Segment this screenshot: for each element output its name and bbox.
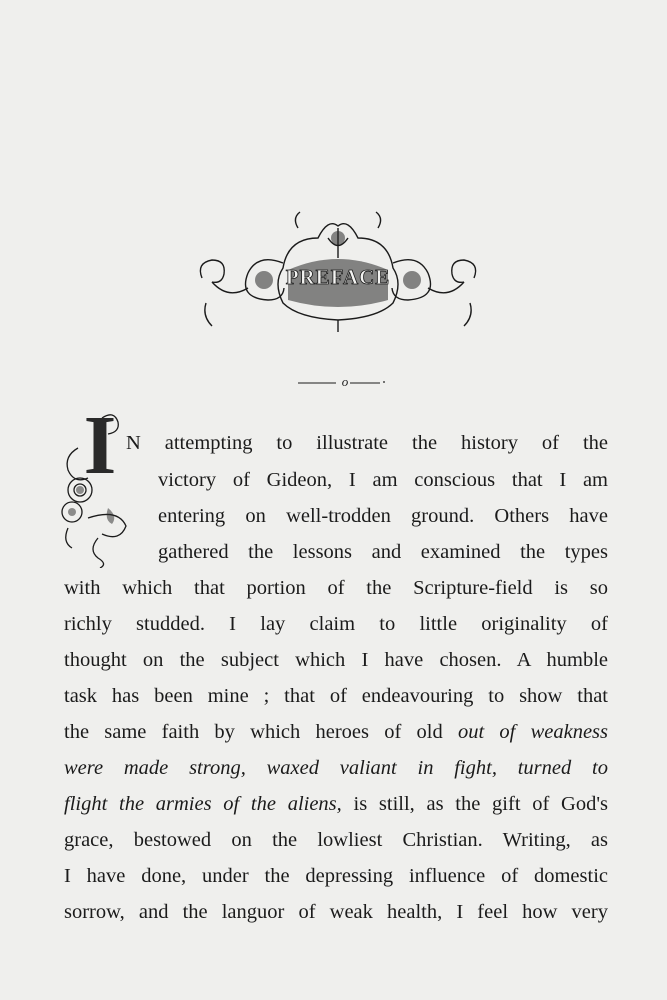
body-line: [158, 539, 608, 565]
text-segment: thought on the subject which I have chosen. A humble: [64, 649, 608, 671]
body-line: [64, 647, 608, 673]
text-segment: sorrow, and the languor of weak health, I feel how very: [64, 901, 608, 923]
divider-glyph: o: [341, 374, 349, 389]
page-title: PREFACE: [285, 265, 391, 289]
body-line: [64, 575, 608, 601]
body-line: [64, 899, 608, 925]
text-segment: victory of Gideon, I am conscious that I am: [158, 469, 608, 491]
text-segment: is still, as the gift of God's: [341, 793, 609, 815]
italic-phrase: were made strong, waxed valiant in fight, turned to: [64, 757, 608, 779]
text-segment: task has been mine ; that of endeavouring to show that: [64, 685, 608, 707]
text-segment: N attempting to illustrate the history of the: [126, 432, 608, 454]
body-line: [64, 719, 608, 745]
italic-phrase: out of weakness: [457, 721, 608, 743]
drop-cap-letter: I: [83, 399, 117, 492]
body-line: [158, 503, 608, 529]
body-line: [64, 827, 608, 853]
text-segment: richly studded. I lay claim to little originality of: [64, 613, 608, 635]
body-line: [126, 430, 608, 456]
text-segment: the same faith by which heroes of old: [64, 721, 458, 743]
text-segment: grace, bestowed on the lowliest Christian. Writing, as: [64, 829, 608, 851]
body-line: [64, 755, 608, 781]
text-segment: entering on well-trodden ground. Others have: [158, 505, 608, 527]
italic-phrase: flight the armies of the aliens,: [64, 793, 342, 815]
body-line: [64, 863, 608, 889]
body-line: [64, 791, 608, 817]
body-line: [64, 683, 608, 709]
text-segment: I have done, under the depressing influence of domestic: [64, 865, 608, 887]
text-segment: with which that portion of the Scripture-field is so: [64, 577, 608, 599]
body-line: [64, 611, 608, 637]
text-segment: gathered the lessons and examined the types: [158, 541, 608, 563]
body-line: [158, 467, 608, 493]
